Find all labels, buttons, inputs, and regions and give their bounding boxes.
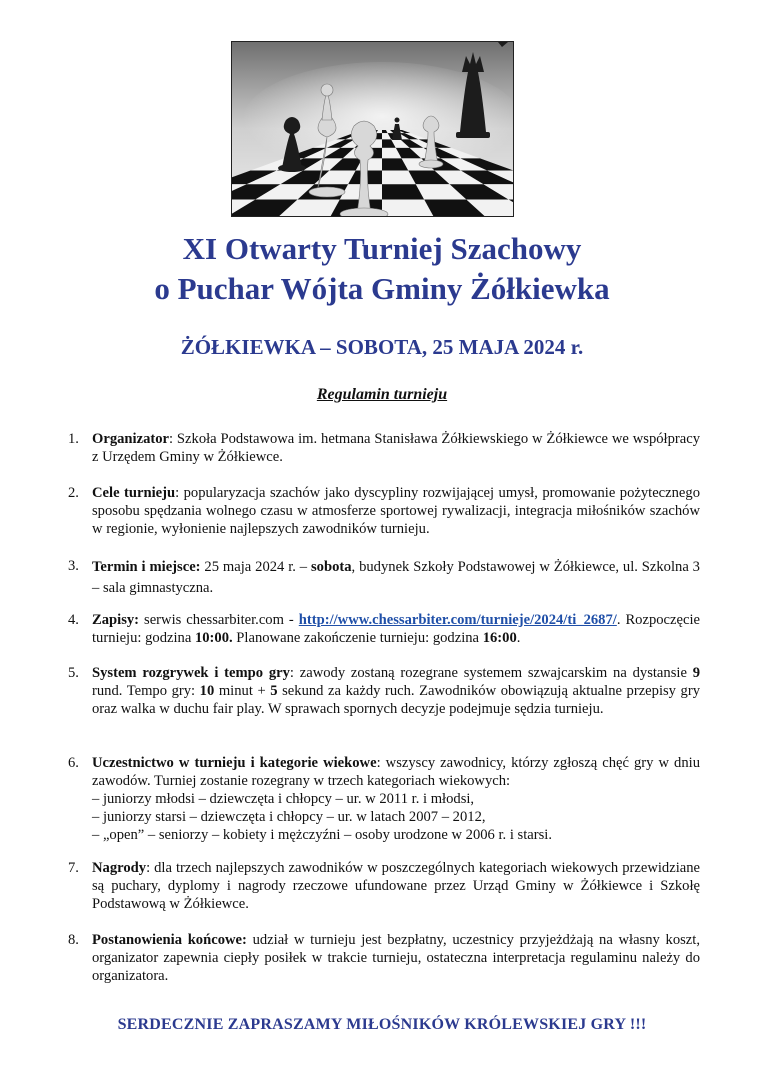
category-junior-young: – juniorzy młodsi – dziewczęta i chłopcy – ur. w 2011 r. i młodsi,: [92, 791, 475, 807]
rule-item-date-place: [68, 557, 700, 599]
title-line-2: o Puchar Wójta Gminy Żółkiewka: [154, 271, 610, 306]
item-text: serwis chessarbiter.com -: [139, 612, 299, 628]
item-number: 1.: [68, 431, 79, 447]
item-label: Zapisy:: [92, 612, 140, 628]
item-text: : wszyscy zawodnicy, którzy zgłoszą chęć gry w dniu zawodów. Turniej zostanie rozegrany w trzech kategoriach wiekowych:: [92, 755, 701, 789]
item-text: : popularyzacja szachów jako dyscypliny rozwijającej umysł, promowanie pożytecznego sposobu spędzania wolnego czasu w atmosferze sportowej rywalizacji, integracja miłośników szachów w regionie, wyłonienie najlepszych zawodników turnieju.: [92, 485, 700, 537]
item-text: minut +: [214, 683, 271, 699]
item-text: Planowane zakończenie turnieju: godzina: [232, 630, 483, 646]
end-time: 16:00: [482, 630, 517, 646]
registration-link[interactable]: http://www.chessarbiter.com/turnieje/2024/ti_2687/: [298, 612, 617, 628]
rule-item-organizer: [68, 430, 700, 466]
category-junior-older: – juniorzy starsi – dziewczęta i chłopcy – ur. w latach 2007 – 2012,: [92, 809, 486, 825]
item-text: : dla trzech najlepszych zawodników w poszczególnych kategoriach wiekowych przewidziane są puchary, dyplomy i nagrody rzeczowe ufundowane przez Urząd Gminy w Żółkiewce i Szkołę Podstawową w Żółkiewce.: [92, 860, 700, 912]
item-text: 25 maja 2024 r. –: [200, 559, 311, 575]
rules-subheading: Regulamin turnieju: [316, 386, 448, 403]
item-number: 7.: [68, 860, 79, 876]
item-text: : zawody zostaną rozegrane systemem szwajcarskim na dystansie: [289, 665, 693, 681]
item-label: Organizator: [92, 431, 170, 447]
category-open: – „open” – seniorzy – kobiety i mężczyźni – osoby urodzone w 2006 r. i starsi.: [92, 827, 552, 843]
item-label: Termin i miejsce:: [92, 559, 201, 575]
rule-item-system: [68, 664, 700, 718]
rule-item-registration: [68, 611, 700, 647]
item-number: 5.: [68, 665, 79, 681]
rule-item-prizes: [68, 859, 700, 913]
closing-invitation: SERDECZNIE ZAPRASZAMY MIŁOŚNIKÓW KRÓLEWSKIEJ GRY !!!: [117, 1016, 647, 1033]
item-text: udział w turnieju jest bezpłatny, uczestnicy przyjeżdżają na własny koszt, organizator zapewnia ciepły posiłek w trakcie turnieju, ostateczna interpretacja regulaminu należy do organizatora.: [92, 932, 700, 984]
item-number: 2.: [68, 485, 79, 501]
item-label: Uczestnictwo w turnieju i kategorie wiekowe: [92, 755, 377, 771]
item-number: 6.: [68, 755, 79, 771]
item-text: : Szkoła Podstawowa im. hetmana Stanisława Żółkiewskiego w Żółkiewce we współpracy z Urzędem Gminy w Żółkiewce.: [92, 431, 700, 465]
item-label: Postanowienia końcowe:: [92, 932, 247, 948]
item-text: .: [516, 630, 521, 646]
item-label: System rozgrywek i tempo gry: [92, 665, 290, 681]
start-time: 10:00.: [194, 630, 233, 646]
item-label: Cele turnieju: [92, 485, 176, 501]
item-number: 3.: [68, 558, 79, 574]
chess-hero-image: [231, 41, 514, 217]
item-text: . Rozpoczęcie turnieju: godzina: [92, 612, 700, 646]
item-number: 4.: [68, 612, 79, 628]
rule-item-final: [68, 931, 700, 985]
seconds-count: 5: [270, 683, 278, 699]
item-day: sobota: [311, 559, 352, 575]
item-text-rest: , budynek Szkoły Podstawowej w Żółkiewce, ul. Szkolna 3 – sala gimnastyczna.: [92, 559, 700, 596]
rule-item-goals: [68, 484, 700, 538]
event-dateline: ŻÓŁKIEWKA – SOBOTA, 25 MAJA 2024 r.: [180, 335, 584, 359]
item-number: 8.: [68, 932, 79, 948]
rounds-count: 9: [692, 665, 700, 681]
item-text: rund. Tempo gry:: [92, 683, 200, 699]
minutes-count: 10: [199, 683, 215, 699]
title-line-1: XI Otwarty Turniej Szachowy: [182, 231, 582, 266]
rule-item-participation: [68, 754, 700, 844]
item-label: Nagrody: [92, 860, 147, 876]
item-text: sekund za każdy ruch. Zawodników obowiązują aktualne przepisy gry oraz walka w duchu fair play. W sprawach spornych decyzje podejmuje sędzia turnieju.: [92, 683, 700, 717]
